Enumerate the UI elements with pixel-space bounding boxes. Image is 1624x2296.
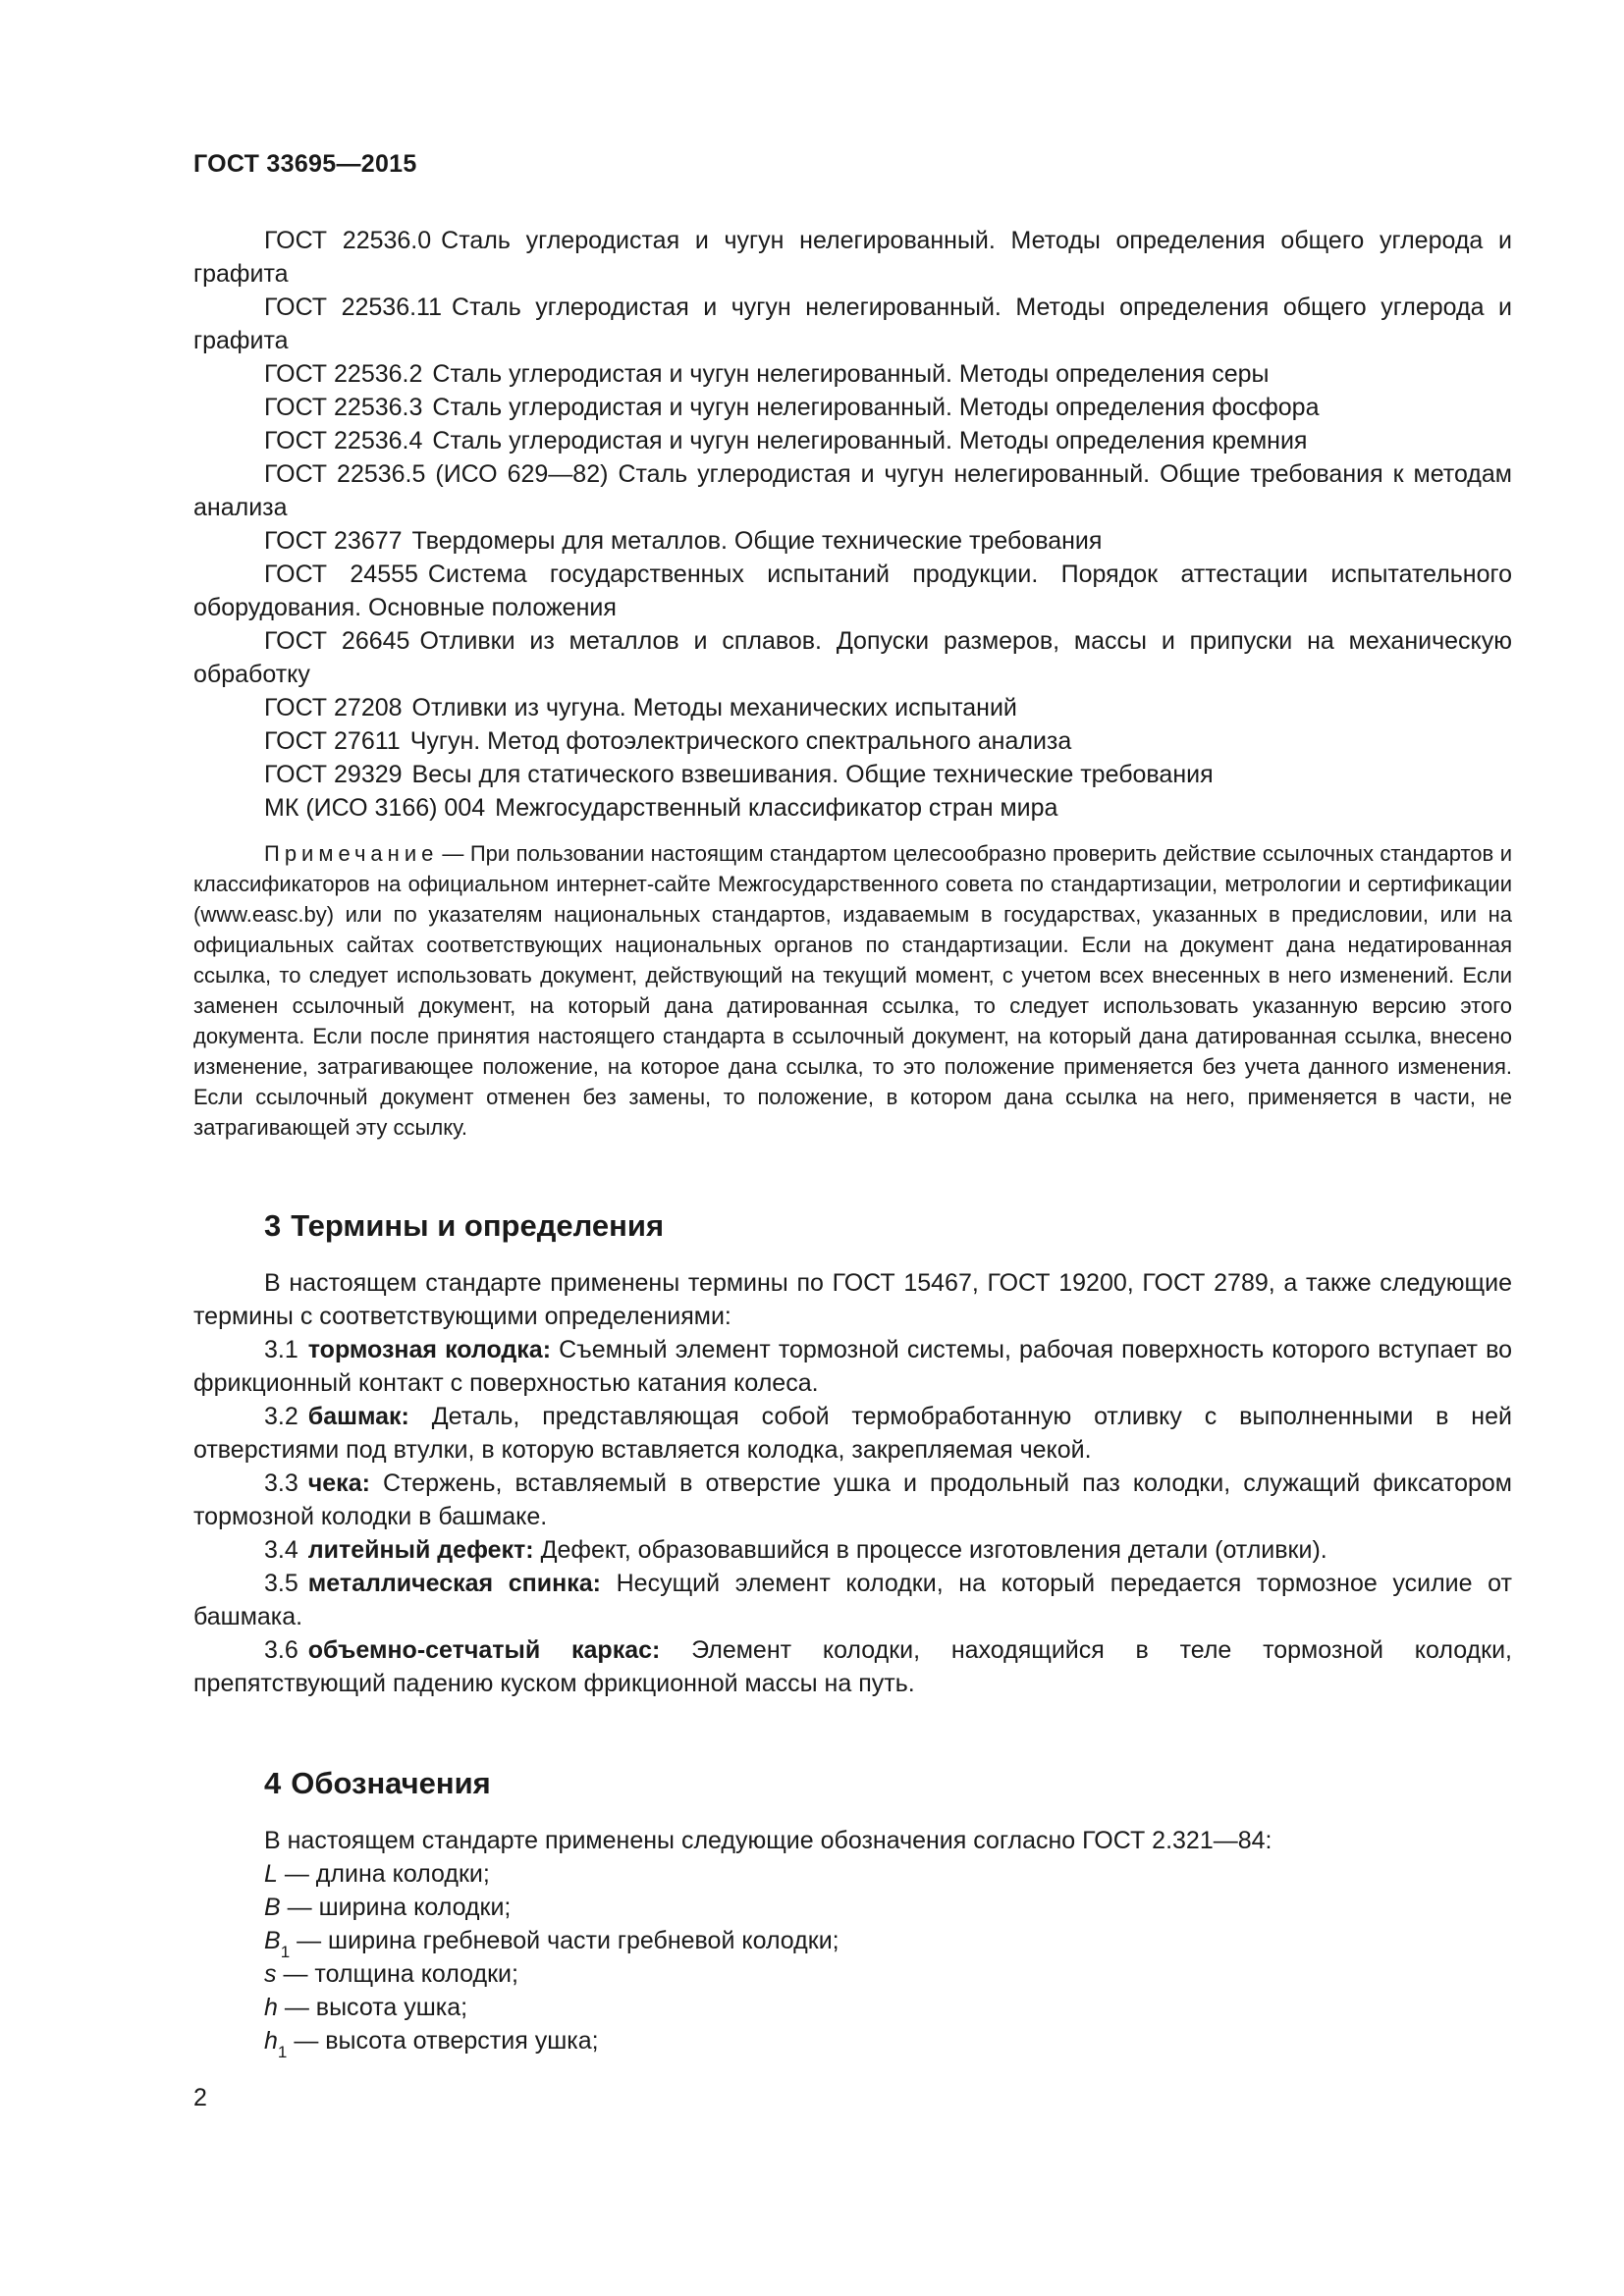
section-4-intro: В настоящем стандарте применены следующие обозначения согласно ГОСТ 2.321—84: (264, 1827, 1272, 1854)
section-title: Обозначения (291, 1766, 491, 1800)
reference-item (193, 291, 1512, 357)
term-name: тормозная колодка: (307, 1336, 552, 1363)
term-number: 3.1 (264, 1336, 298, 1363)
term-number: 3.5 (264, 1570, 298, 1597)
normative-references-list (193, 224, 1512, 825)
reference-item (193, 724, 1512, 758)
reference-title: Отливки из металлов и сплавов. Допуски размеров, массы и припуски на механическую обработку (193, 627, 1512, 688)
section-number: 4 (264, 1766, 282, 1800)
symbol-item (193, 1857, 1512, 1891)
term-number: 3.4 (264, 1536, 298, 1564)
reference-code: МК (ИСО 3166) 004 (264, 794, 486, 822)
term-definition (193, 1533, 1512, 1567)
reference-code: ГОСТ 29329 (264, 761, 403, 788)
section-4-heading (264, 1765, 1512, 1802)
section-number: 3 (264, 1208, 282, 1243)
symbol-letter: B (264, 1894, 281, 1921)
term-name: объемно-сетчатый каркас: (307, 1636, 661, 1664)
reference-code: ГОСТ 27611 (264, 727, 401, 755)
reference-item (193, 791, 1512, 825)
symbol-letter: L (264, 1860, 278, 1888)
term-definition-text: Деталь, представляющая собой термобработанную отливку с выполненными в ней отверстиями под втулки, в которую вставляется колодка, закрепляемая чекой. (193, 1403, 1512, 1464)
reference-title: Сталь углеродистая и чугун нелегированный. Методы определения серы (432, 360, 1270, 388)
symbol-item (193, 1957, 1512, 1991)
term-number: 3.6 (264, 1636, 298, 1664)
symbol-letter: h (264, 2027, 278, 2055)
page-number: 2 (193, 2084, 207, 2111)
symbol-description: — длина колодки; (284, 1860, 490, 1888)
reference-title: Сталь углеродистая и чугун нелегированный. Методы определения кремния (432, 427, 1308, 454)
symbols-list (193, 1857, 1512, 2061)
reference-item (193, 391, 1512, 424)
note-label: Примечание (264, 841, 439, 866)
section-title: Термины и определения (291, 1208, 665, 1243)
reference-title: Межгосударственный классификатор стран мира (495, 794, 1058, 822)
reference-title: Отливки из чугуна. Методы механических испытаний (411, 694, 1017, 721)
reference-code: ГОСТ 22536.3 (264, 394, 423, 421)
term-definition (193, 1467, 1512, 1533)
term-name: металлическая спинка: (307, 1570, 601, 1597)
reference-code: ГОСТ 22536.4 (264, 427, 423, 454)
term-name: чека: (307, 1469, 370, 1497)
term-definition (193, 1633, 1512, 1700)
term-definition-text: Стержень, вставляемый в отверстие ушка и продольный паз колодки, служащий фиксатором тормозной колодки в башмаке. (193, 1469, 1512, 1530)
reference-item (193, 457, 1512, 524)
term-number: 3.2 (264, 1403, 298, 1430)
symbol-item (193, 1891, 1512, 1924)
reference-code: ГОСТ 27208 (264, 694, 403, 721)
term-definition-text: Дефект, образовавшийся в процессе изготовления детали (отливки). (540, 1536, 1327, 1564)
reference-code: ГОСТ 22536.5 (ИСО 629—82) (264, 460, 609, 488)
page-content (193, 224, 1513, 2061)
term-name: литейный дефект: (307, 1536, 534, 1564)
symbol-letter: s (264, 1960, 277, 1988)
reference-code: ГОСТ 22536.2 (264, 360, 423, 388)
reference-code: ГОСТ 23677 (264, 527, 403, 555)
term-definition (193, 1333, 1512, 1400)
document-header: ГОСТ 33695—2015 (193, 150, 417, 178)
reference-title: Сталь углеродистая и чугун нелегированный. Методы определения общего углерода и графита (193, 294, 1513, 354)
term-definition-text: Элемент колодки, находящийся в теле тормозной колодки, препятствующий падению куском фрикционной массы на путь. (193, 1636, 1512, 1697)
symbol-description: — ширина колодки; (287, 1894, 512, 1921)
reference-item (193, 524, 1512, 558)
term-definition (193, 1400, 1512, 1467)
reference-item (193, 624, 1512, 691)
symbol-subscript: 1 (280, 1943, 291, 1961)
reference-title: Твердомеры для металлов. Общие технические требования (411, 527, 1103, 555)
symbol-description: — толщина колодки; (283, 1960, 518, 1988)
reference-code: ГОСТ 24555 (264, 561, 418, 588)
reference-code: ГОСТ 26645 (264, 627, 410, 655)
symbol-letter: h (264, 1994, 278, 2021)
section-3-intro: В настоящем стандарте применены термины по ГОСТ 15467, ГОСТ 19200, ГОСТ 2789, а также следующие термины с соответствующими определениями: (193, 1269, 1512, 1330)
symbol-subscript: 1 (277, 2043, 288, 2061)
reference-title: Сталь углеродистая и чугун нелегированный. Методы определения общего углерода и графита (193, 227, 1513, 288)
term-definition (193, 1567, 1512, 1633)
reference-item (193, 558, 1512, 624)
symbol-item (193, 1991, 1512, 2024)
term-definition-text: Несущий элемент колодки, на который передается тормозное усилие от башмака. (193, 1570, 1512, 1630)
term-definition-text: Съемный элемент тормозной системы, рабочая поверхность которого вступает во фрикционный контакт с поверхностью катания колеса. (193, 1336, 1512, 1397)
reference-item (193, 424, 1512, 457)
note-text: — При пользовании настоящим стандартом целесообразно проверить действие ссылочных стандартов и классификаторов на официальном интернет-сайте Межгосударственного совета по стандартизации, метрологии и сертификации (www.easc.by) или по указателям национальных стандартов, издаваемым в государствах, указанных в предисловии, или на официальных сайтах соответствующих национальных органов по стандартизации. Если на документ дана недатированная ссылка, то следует использовать документ, действующий на текущий момент, с учетом всех внесенных в него изменений. Если заменен ссылочный документ, на который дана датированная ссылка, то следует использовать указанную версию этого документа. Если после принятия настоящего стандарта в ссылочный документ, на который дана датированная ссылка, внесено изменение, затрагивающее положение, на которое дана ссылка, то это положение применяется без учета данного изменения. Если ссылочный документ отменен без замены, то положение, в котором дана ссылка на него, применяется в части, не затрагивающей эту ссылку. (193, 841, 1512, 1140)
term-number: 3.3 (264, 1469, 298, 1497)
reference-item (193, 224, 1512, 291)
term-name: башмак: (307, 1403, 409, 1430)
note-paragraph (193, 838, 1512, 1143)
reference-title: Чугун. Метод фотоэлектрического спектрального анализа (409, 727, 1072, 755)
section-3-heading (264, 1207, 1512, 1245)
reference-code: ГОСТ 22536.0 (264, 227, 432, 254)
symbol-item (193, 1924, 1512, 1961)
symbol-description: — высота ушка; (284, 1994, 468, 2021)
reference-code: ГОСТ 22536.11 (264, 294, 443, 321)
symbol-letter: B (264, 1927, 281, 1954)
reference-title: Весы для статического взвешивания. Общие технические требования (411, 761, 1214, 788)
symbol-description: — ширина гребневой части гребневой колодки; (297, 1927, 839, 1954)
reference-title: Система государственных испытаний продукции. Порядок аттестации испытательного оборудования. Основные положения (193, 561, 1512, 621)
reference-item (193, 758, 1512, 791)
reference-title: Сталь углеродистая и чугун нелегированный. Общие требования к методам анализа (193, 460, 1512, 521)
reference-title: Сталь углеродистая и чугун нелегированный. Методы определения фосфора (432, 394, 1320, 421)
reference-item (193, 357, 1512, 391)
symbol-item (193, 2024, 1512, 2061)
symbol-description: — высота отверстия ушка; (294, 2027, 599, 2055)
reference-item (193, 691, 1512, 724)
